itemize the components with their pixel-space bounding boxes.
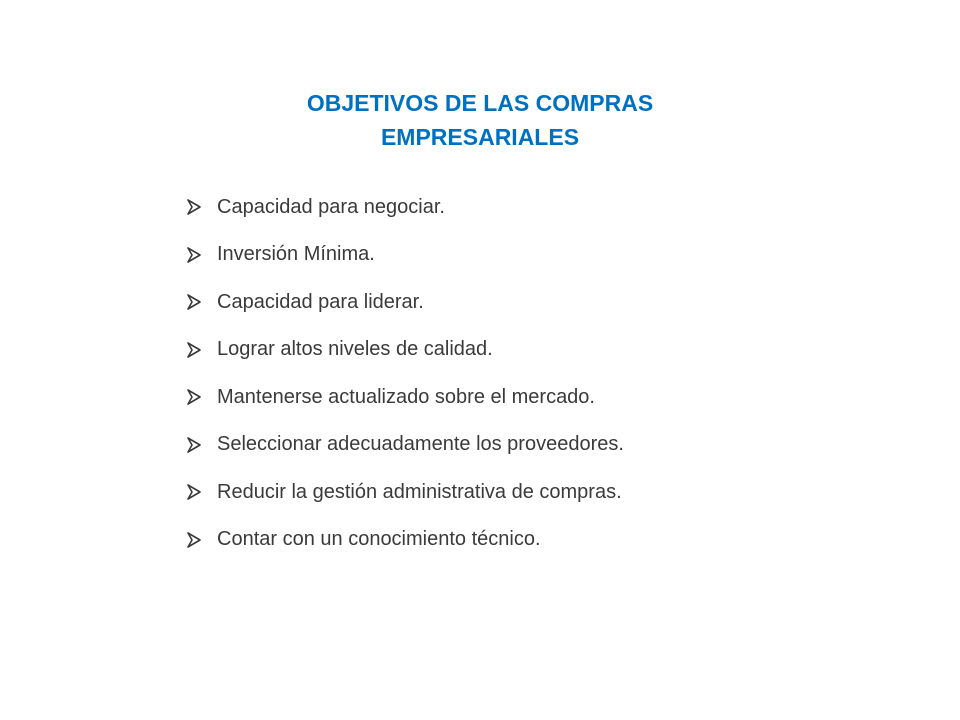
list-item-text: Inversión Mínima. (217, 243, 375, 265)
slide-title-line2: EMPRESARIALES (380, 124, 580, 150)
arrow-bullet-icon (187, 199, 201, 215)
list-item-text: Capacidad para liderar. (217, 290, 424, 313)
slide-title-line1: OBJETIVOS DE LAS COMPRAS (306, 90, 654, 116)
list-item-text: Lograr altos niveles de calidad. (217, 338, 493, 360)
list-item-text: Contar con un conocimiento técnico. (217, 528, 541, 550)
list-item (187, 192, 927, 222)
arrow-bullet-icon (187, 389, 201, 405)
arrow-bullet-icon (187, 532, 201, 548)
list-item-text: Capacidad para negociar. (217, 195, 445, 218)
arrow-bullet-icon (187, 484, 201, 500)
objectives-list (187, 192, 927, 555)
list-item (187, 382, 927, 412)
list-item (187, 287, 927, 317)
list-item (187, 240, 927, 270)
list-item-text: Reducir la gestión administrativa de compras. (217, 480, 622, 503)
arrow-bullet-icon (187, 294, 201, 310)
list-item-text: Seleccionar adecuadamente los proveedores. (217, 433, 624, 455)
arrow-bullet-icon (187, 247, 201, 263)
list-item (187, 430, 927, 460)
arrow-bullet-icon (187, 437, 201, 453)
list-item (187, 525, 927, 555)
slide-title (180, 86, 780, 154)
arrow-bullet-icon (187, 342, 201, 358)
list-item (187, 335, 927, 365)
list-item-text: Mantenerse actualizado sobre el mercado. (217, 385, 595, 408)
list-item (187, 477, 927, 507)
